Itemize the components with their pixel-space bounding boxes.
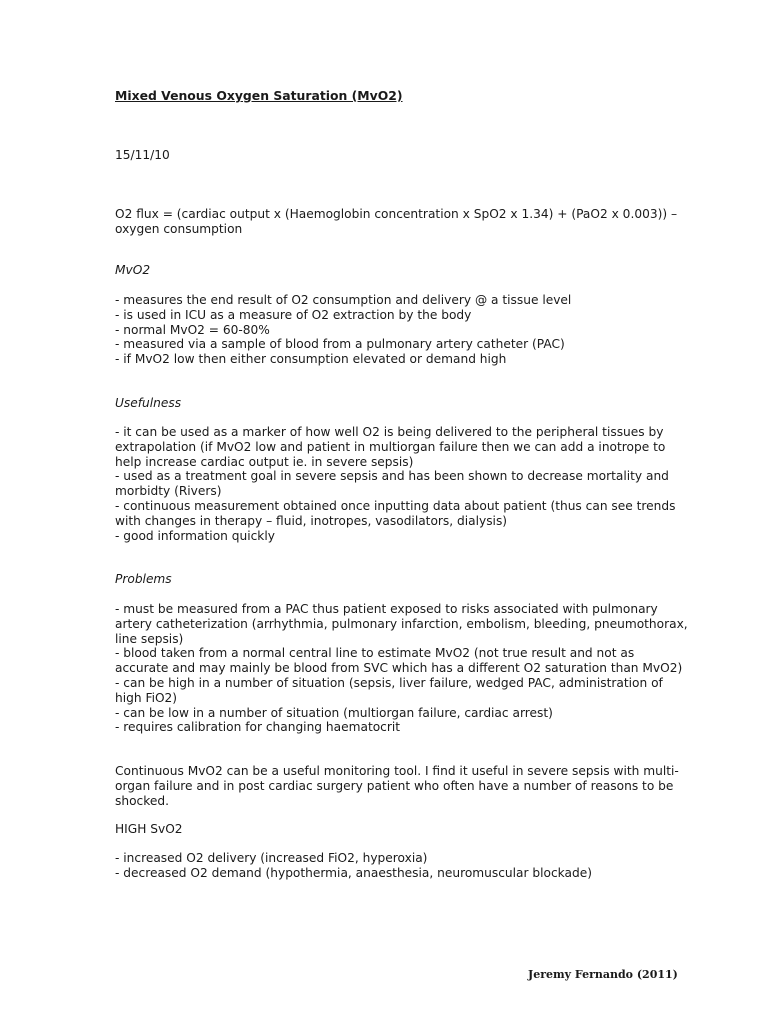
list-item: - must be measured from a PAC thus patient exposed to risks associated with pulmonary xyxy=(115,602,658,616)
list-item: line sepsis) xyxy=(115,631,184,646)
list-item: extrapolation (if MvO2 low and patient in multiorgan failure then we can add a inotrope to xyxy=(115,439,666,454)
document-date: 15/11/10 xyxy=(115,148,170,162)
list-item: - blood taken from a normal central line to estimate MvO2 (not true result and not as xyxy=(115,646,635,661)
list-item: - can be low in a number of situation (multiorgan failure, cardiac arrest) xyxy=(115,705,553,720)
list-item: morbidty (Rivers) xyxy=(115,484,222,499)
list-item: - requires calibration for changing haematocrit xyxy=(115,720,401,735)
mvo2-list xyxy=(115,293,645,367)
section-heading-problems: Problems xyxy=(115,572,172,586)
section-heading-usefulness: Usefulness xyxy=(115,396,182,410)
document-title: Mixed Venous Oxygen Saturation (MvO2) xyxy=(115,88,403,103)
list-item: - it can be used as a marker of how well O2 is being delivered to the peripheral tissues by xyxy=(115,425,664,439)
section-heading-high-svo2: HIGH SvO2 xyxy=(115,822,183,836)
list-item: - continuous measurement obtained once inputting data about patient (thus can see trends xyxy=(115,498,676,513)
o2-flux-formula xyxy=(115,207,678,237)
list-item: with changes in therapy – fluid, inotropes, vasodilators, dialysis) xyxy=(115,513,508,528)
formula-line: oxygen consumption xyxy=(115,221,243,236)
formula-line: O2 flux = (cardiac output x (Haemoglobin concentration x SpO2 x 1.34) + (PaO2 x 0.003)) – xyxy=(115,207,678,221)
problems-list xyxy=(115,602,688,735)
author-footer: Jeremy Fernando (2011) xyxy=(528,968,678,981)
list-item: - is used in ICU as a measure of O2 extraction by the body xyxy=(115,307,472,322)
high-svo2-list xyxy=(115,851,645,881)
list-item: - measures the end result of O2 consumption and delivery @ a tissue level xyxy=(115,293,572,307)
list-item: - normal MvO2 = 60-80% xyxy=(115,322,270,337)
list-item: help increase cardiac output ie. in severe sepsis) xyxy=(115,454,414,469)
list-item: high FiO2) xyxy=(115,690,178,705)
paragraph-line: shocked. xyxy=(115,793,169,808)
list-item: - increased O2 delivery (increased FiO2, hyperoxia) xyxy=(115,851,428,865)
usefulness-list xyxy=(115,425,676,543)
list-item: artery catheterization (arrhythmia, pulmonary infarction, embolism, bleeding, pneumothorax, xyxy=(115,616,688,631)
paragraph-line: organ failure and in post cardiac surgery patient who often have a number of reasons to be xyxy=(115,778,674,793)
list-item: - used as a treatment goal in severe sepsis and has been shown to decrease mortality and xyxy=(115,469,669,484)
list-item: - decreased O2 demand (hypothermia, anaesthesia, neuromuscular blockade) xyxy=(115,865,592,880)
section-heading-mvo2: MvO2 xyxy=(115,263,151,277)
paragraph-line: Continuous MvO2 can be a useful monitoring tool. I find it useful in severe sepsis with multi- xyxy=(115,764,679,778)
list-item: - measured via a sample of blood from a pulmonary artery catheter (PAC) xyxy=(115,337,565,352)
list-item: - can be high in a number of situation (sepsis, liver failure, wedged PAC, administration of xyxy=(115,675,663,690)
conclusion-paragraph xyxy=(115,764,679,808)
list-item: accurate and may mainly be blood from SVC which has a different O2 saturation than MvO2) xyxy=(115,661,683,676)
list-item: - if MvO2 low then either consumption elevated or demand high xyxy=(115,352,507,367)
list-item: - good information quickly xyxy=(115,528,275,543)
